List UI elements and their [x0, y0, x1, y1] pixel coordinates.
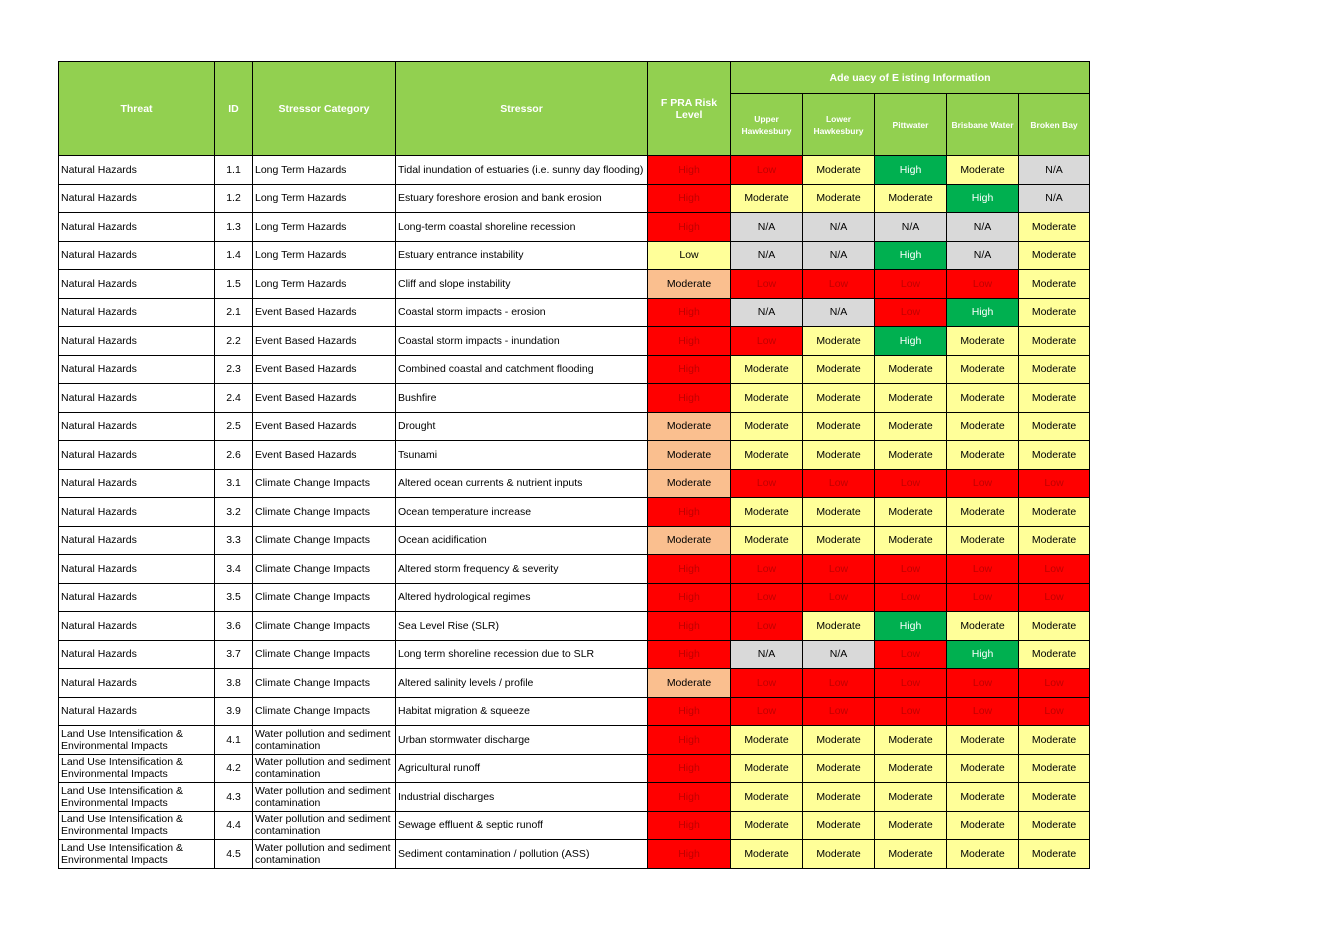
info-adequacy-cell: Low: [1019, 555, 1090, 584]
header-region: Upper Hawkesbury: [731, 94, 803, 156]
risk-level-cell: High: [648, 840, 731, 869]
info-adequacy-cell: High: [947, 640, 1019, 669]
info-adequacy-cell: Moderate: [1019, 270, 1090, 299]
info-adequacy-cell: N/A: [731, 241, 803, 270]
category-cell: Water pollution and sediment contamination: [253, 840, 396, 869]
id-cell: 2.3: [215, 355, 253, 384]
risk-level-cell: High: [648, 640, 731, 669]
category-cell: Climate Change Impacts: [253, 612, 396, 641]
stressor-cell: Sewage effluent & septic runoff: [396, 811, 648, 840]
category-cell: Water pollution and sediment contamination: [253, 754, 396, 783]
threat-cell: Natural Hazards: [59, 384, 215, 413]
stressor-cell: Altered storm frequency & severity: [396, 555, 648, 584]
threat-cell: Natural Hazards: [59, 441, 215, 470]
risk-level-cell: High: [648, 555, 731, 584]
info-adequacy-cell: Moderate: [731, 355, 803, 384]
info-adequacy-cell: N/A: [803, 640, 875, 669]
category-cell: Event Based Hazards: [253, 441, 396, 470]
table-row: [59, 213, 1090, 242]
table-row: [59, 612, 1090, 641]
category-cell: Long Term Hazards: [253, 213, 396, 242]
info-adequacy-cell: N/A: [1019, 156, 1090, 185]
threat-cell: Natural Hazards: [59, 241, 215, 270]
table-row: [59, 298, 1090, 327]
info-adequacy-cell: Low: [731, 270, 803, 299]
info-adequacy-cell: Moderate: [1019, 754, 1090, 783]
info-adequacy-cell: Moderate: [875, 412, 947, 441]
info-adequacy-cell: Moderate: [1019, 640, 1090, 669]
info-adequacy-cell: Moderate: [947, 811, 1019, 840]
category-cell: Long Term Hazards: [253, 241, 396, 270]
info-adequacy-cell: Low: [875, 555, 947, 584]
info-adequacy-cell: Moderate: [875, 526, 947, 555]
info-adequacy-cell: Low: [731, 156, 803, 185]
risk-level-cell: High: [648, 384, 731, 413]
stressor-cell: Long term shoreline recession due to SLR: [396, 640, 648, 669]
header-id: ID: [215, 62, 253, 156]
table-row: [59, 355, 1090, 384]
info-adequacy-cell: Moderate: [875, 811, 947, 840]
threat-cell: Natural Hazards: [59, 555, 215, 584]
info-adequacy-cell: Moderate: [875, 355, 947, 384]
info-adequacy-cell: Moderate: [875, 441, 947, 470]
threat-cell: Natural Hazards: [59, 669, 215, 698]
info-adequacy-cell: Moderate: [803, 840, 875, 869]
info-adequacy-cell: Moderate: [947, 526, 1019, 555]
category-cell: Event Based Hazards: [253, 355, 396, 384]
risk-level-cell: High: [648, 783, 731, 812]
info-adequacy-cell: Low: [875, 697, 947, 726]
info-adequacy-cell: Moderate: [947, 156, 1019, 185]
table-row: [59, 726, 1090, 755]
info-adequacy-cell: Moderate: [1019, 612, 1090, 641]
info-adequacy-cell: Moderate: [731, 412, 803, 441]
id-cell: 3.4: [215, 555, 253, 584]
info-adequacy-cell: N/A: [875, 213, 947, 242]
category-cell: Climate Change Impacts: [253, 697, 396, 726]
info-adequacy-cell: Moderate: [947, 412, 1019, 441]
stressor-cell: Drought: [396, 412, 648, 441]
category-cell: Climate Change Impacts: [253, 669, 396, 698]
table-row: [59, 526, 1090, 555]
stressor-cell: Coastal storm impacts - inundation: [396, 327, 648, 356]
table-row: [59, 270, 1090, 299]
threat-cell: Natural Hazards: [59, 498, 215, 527]
stressor-cell: Urban stormwater discharge: [396, 726, 648, 755]
info-adequacy-cell: Moderate: [875, 754, 947, 783]
info-adequacy-cell: Moderate: [731, 726, 803, 755]
threat-cell: Natural Hazards: [59, 213, 215, 242]
threat-cell: Natural Hazards: [59, 270, 215, 299]
info-adequacy-cell: N/A: [947, 213, 1019, 242]
threat-cell: Natural Hazards: [59, 697, 215, 726]
header-category: Stressor Category: [253, 62, 396, 156]
stressor-cell: Estuary entrance instability: [396, 241, 648, 270]
risk-level-cell: High: [648, 298, 731, 327]
category-cell: Long Term Hazards: [253, 184, 396, 213]
table-row: [59, 669, 1090, 698]
id-cell: 3.8: [215, 669, 253, 698]
info-adequacy-cell: Moderate: [1019, 498, 1090, 527]
table-row: [59, 156, 1090, 185]
risk-level-cell: Moderate: [648, 526, 731, 555]
category-cell: Climate Change Impacts: [253, 526, 396, 555]
id-cell: 4.3: [215, 783, 253, 812]
threat-cell: Natural Hazards: [59, 156, 215, 185]
table-header: [59, 62, 1090, 156]
table-row: [59, 555, 1090, 584]
id-cell: 3.3: [215, 526, 253, 555]
info-adequacy-cell: Moderate: [947, 327, 1019, 356]
risk-level-cell: High: [648, 498, 731, 527]
category-cell: Event Based Hazards: [253, 412, 396, 441]
risk-level-cell: High: [648, 583, 731, 612]
stressor-cell: Cliff and slope instability: [396, 270, 648, 299]
table-row: [59, 241, 1090, 270]
info-adequacy-cell: Low: [947, 669, 1019, 698]
risk-level-cell: Moderate: [648, 270, 731, 299]
table-row: [59, 640, 1090, 669]
table-row: [59, 811, 1090, 840]
threat-cell: Land Use Intensification & Environmental Impacts: [59, 783, 215, 812]
info-adequacy-cell: Low: [947, 555, 1019, 584]
category-cell: Climate Change Impacts: [253, 583, 396, 612]
id-cell: 3.7: [215, 640, 253, 669]
table-body: [59, 156, 1090, 869]
info-adequacy-cell: Moderate: [803, 811, 875, 840]
risk-level-cell: Moderate: [648, 469, 731, 498]
table-row: [59, 840, 1090, 869]
stressor-cell: Bushfire: [396, 384, 648, 413]
info-adequacy-cell: N/A: [803, 298, 875, 327]
table-row: [59, 783, 1090, 812]
id-cell: 2.5: [215, 412, 253, 441]
id-cell: 2.1: [215, 298, 253, 327]
category-cell: Water pollution and sediment contamination: [253, 783, 396, 812]
risk-level-cell: Low: [648, 241, 731, 270]
risk-level-cell: Moderate: [648, 441, 731, 470]
threat-cell: Land Use Intensification & Environmental Impacts: [59, 726, 215, 755]
info-adequacy-cell: Moderate: [1019, 412, 1090, 441]
category-cell: Event Based Hazards: [253, 298, 396, 327]
info-adequacy-cell: Moderate: [1019, 840, 1090, 869]
category-cell: Long Term Hazards: [253, 156, 396, 185]
info-adequacy-cell: Moderate: [947, 726, 1019, 755]
info-adequacy-cell: Moderate: [875, 184, 947, 213]
info-adequacy-cell: Moderate: [947, 840, 1019, 869]
info-adequacy-cell: Moderate: [947, 498, 1019, 527]
info-adequacy-cell: Moderate: [947, 754, 1019, 783]
info-adequacy-cell: Low: [731, 697, 803, 726]
id-cell: 4.2: [215, 754, 253, 783]
info-adequacy-cell: N/A: [731, 213, 803, 242]
info-adequacy-cell: Moderate: [731, 840, 803, 869]
info-adequacy-cell: Moderate: [803, 327, 875, 356]
info-adequacy-cell: Moderate: [947, 612, 1019, 641]
id-cell: 1.2: [215, 184, 253, 213]
info-adequacy-cell: Low: [1019, 697, 1090, 726]
info-adequacy-cell: Moderate: [803, 184, 875, 213]
info-adequacy-cell: Moderate: [875, 384, 947, 413]
info-adequacy-cell: N/A: [1019, 184, 1090, 213]
info-adequacy-cell: N/A: [803, 241, 875, 270]
info-adequacy-cell: Low: [731, 583, 803, 612]
header-region: Brisbane Water: [947, 94, 1019, 156]
info-adequacy-cell: Moderate: [731, 384, 803, 413]
stressor-cell: Tsunami: [396, 441, 648, 470]
info-adequacy-cell: Moderate: [731, 184, 803, 213]
category-cell: Climate Change Impacts: [253, 469, 396, 498]
id-cell: 3.1: [215, 469, 253, 498]
risk-level-cell: High: [648, 184, 731, 213]
stressor-cell: Ocean acidification: [396, 526, 648, 555]
category-cell: Water pollution and sediment contamination: [253, 726, 396, 755]
info-adequacy-cell: Moderate: [947, 783, 1019, 812]
threat-cell: Natural Hazards: [59, 184, 215, 213]
info-adequacy-cell: Low: [1019, 669, 1090, 698]
info-adequacy-cell: Low: [947, 583, 1019, 612]
id-cell: 1.1: [215, 156, 253, 185]
info-adequacy-cell: Low: [803, 583, 875, 612]
info-adequacy-cell: Low: [947, 697, 1019, 726]
info-adequacy-cell: Moderate: [1019, 213, 1090, 242]
info-adequacy-cell: High: [947, 184, 1019, 213]
header-threat: Threat: [59, 62, 215, 156]
info-adequacy-cell: Low: [875, 298, 947, 327]
table-row: [59, 754, 1090, 783]
header-region: Pittwater: [875, 94, 947, 156]
info-adequacy-cell: Low: [731, 469, 803, 498]
info-adequacy-cell: Moderate: [947, 355, 1019, 384]
info-adequacy-cell: Moderate: [731, 783, 803, 812]
table-row: [59, 441, 1090, 470]
table-row: [59, 697, 1090, 726]
info-adequacy-cell: Moderate: [1019, 327, 1090, 356]
threat-cell: Natural Hazards: [59, 526, 215, 555]
stressor-cell: Industrial discharges: [396, 783, 648, 812]
risk-level-cell: High: [648, 697, 731, 726]
id-cell: 3.5: [215, 583, 253, 612]
category-cell: Climate Change Impacts: [253, 498, 396, 527]
stressor-cell: Combined coastal and catchment flooding: [396, 355, 648, 384]
threat-cell: Natural Hazards: [59, 355, 215, 384]
info-adequacy-cell: Low: [731, 669, 803, 698]
id-cell: 1.3: [215, 213, 253, 242]
info-adequacy-cell: Moderate: [1019, 811, 1090, 840]
id-cell: 2.6: [215, 441, 253, 470]
threat-cell: Natural Hazards: [59, 640, 215, 669]
id-cell: 3.9: [215, 697, 253, 726]
id-cell: 4.4: [215, 811, 253, 840]
info-adequacy-cell: High: [875, 327, 947, 356]
info-adequacy-cell: Moderate: [875, 783, 947, 812]
info-adequacy-cell: Moderate: [1019, 355, 1090, 384]
info-adequacy-cell: Low: [731, 612, 803, 641]
info-adequacy-cell: Low: [875, 640, 947, 669]
info-adequacy-cell: Low: [875, 469, 947, 498]
info-adequacy-cell: Moderate: [803, 783, 875, 812]
info-adequacy-cell: Moderate: [1019, 783, 1090, 812]
info-adequacy-cell: Moderate: [803, 726, 875, 755]
info-adequacy-cell: High: [875, 241, 947, 270]
info-adequacy-cell: Low: [803, 697, 875, 726]
table-row: [59, 327, 1090, 356]
threat-cell: Land Use Intensification & Environmental Impacts: [59, 811, 215, 840]
info-adequacy-cell: Low: [731, 555, 803, 584]
info-adequacy-cell: Moderate: [1019, 726, 1090, 755]
info-adequacy-cell: Moderate: [803, 156, 875, 185]
info-adequacy-cell: Moderate: [1019, 298, 1090, 327]
info-adequacy-cell: Moderate: [731, 526, 803, 555]
id-cell: 4.5: [215, 840, 253, 869]
info-adequacy-cell: Low: [731, 327, 803, 356]
threat-cell: Land Use Intensification & Environmental Impacts: [59, 754, 215, 783]
id-cell: 1.4: [215, 241, 253, 270]
info-adequacy-cell: Moderate: [803, 441, 875, 470]
threat-cell: Natural Hazards: [59, 612, 215, 641]
stressor-cell: Coastal storm impacts - erosion: [396, 298, 648, 327]
threat-cell: Natural Hazards: [59, 327, 215, 356]
id-cell: 3.2: [215, 498, 253, 527]
info-adequacy-cell: Moderate: [875, 726, 947, 755]
info-adequacy-cell: Moderate: [875, 498, 947, 527]
info-adequacy-cell: Low: [803, 270, 875, 299]
info-adequacy-cell: Moderate: [947, 384, 1019, 413]
stressor-cell: Agricultural runoff: [396, 754, 648, 783]
stressor-cell: Habitat migration & squeeze: [396, 697, 648, 726]
info-adequacy-cell: Moderate: [731, 754, 803, 783]
table-row: [59, 583, 1090, 612]
category-cell: Climate Change Impacts: [253, 555, 396, 584]
info-adequacy-cell: Low: [947, 270, 1019, 299]
threat-cell: Land Use Intensification & Environmental Impacts: [59, 840, 215, 869]
info-adequacy-cell: Low: [875, 669, 947, 698]
info-adequacy-cell: N/A: [731, 640, 803, 669]
id-cell: 2.4: [215, 384, 253, 413]
risk-level-cell: High: [648, 213, 731, 242]
stressor-cell: Ocean temperature increase: [396, 498, 648, 527]
info-adequacy-cell: Moderate: [731, 441, 803, 470]
stressor-cell: Long-term coastal shoreline recession: [396, 213, 648, 242]
info-adequacy-cell: High: [875, 156, 947, 185]
table-row: [59, 498, 1090, 527]
threat-cell: Natural Hazards: [59, 583, 215, 612]
risk-level-cell: High: [648, 327, 731, 356]
table-row: [59, 184, 1090, 213]
info-adequacy-cell: Low: [947, 469, 1019, 498]
info-adequacy-cell: Moderate: [803, 612, 875, 641]
info-adequacy-cell: N/A: [947, 241, 1019, 270]
info-adequacy-cell: Moderate: [1019, 441, 1090, 470]
header-risk-level: F PRA Risk Level: [648, 62, 731, 156]
risk-level-cell: High: [648, 726, 731, 755]
info-adequacy-cell: N/A: [731, 298, 803, 327]
header-adequacy-title: Ade uacy of E isting Information: [731, 62, 1090, 94]
table-row: [59, 412, 1090, 441]
stressor-cell: Tidal inundation of estuaries (i.e. sunny day flooding): [396, 156, 648, 185]
risk-level-cell: High: [648, 355, 731, 384]
info-adequacy-cell: Low: [1019, 469, 1090, 498]
risk-level-cell: High: [648, 754, 731, 783]
header-region: Broken Bay: [1019, 94, 1090, 156]
info-adequacy-cell: Moderate: [803, 754, 875, 783]
info-adequacy-cell: Moderate: [1019, 241, 1090, 270]
category-cell: Climate Change Impacts: [253, 640, 396, 669]
category-cell: Long Term Hazards: [253, 270, 396, 299]
info-adequacy-cell: Moderate: [803, 355, 875, 384]
info-adequacy-cell: High: [875, 612, 947, 641]
table-row: [59, 469, 1090, 498]
info-adequacy-cell: Low: [803, 469, 875, 498]
info-adequacy-cell: Moderate: [803, 412, 875, 441]
threat-cell: Natural Hazards: [59, 412, 215, 441]
stressor-cell: Estuary foreshore erosion and bank erosion: [396, 184, 648, 213]
info-adequacy-cell: Low: [875, 583, 947, 612]
info-adequacy-cell: Low: [875, 270, 947, 299]
info-adequacy-cell: Low: [803, 669, 875, 698]
id-cell: 4.1: [215, 726, 253, 755]
stressor-cell: Altered hydrological regimes: [396, 583, 648, 612]
stressor-cell: Altered ocean currents & nutrient inputs: [396, 469, 648, 498]
stressor-cell: Sea Level Rise (SLR): [396, 612, 648, 641]
info-adequacy-cell: Low: [1019, 583, 1090, 612]
risk-level-cell: Moderate: [648, 669, 731, 698]
info-adequacy-cell: Moderate: [947, 441, 1019, 470]
id-cell: 2.2: [215, 327, 253, 356]
category-cell: Water pollution and sediment contamination: [253, 811, 396, 840]
info-adequacy-cell: Moderate: [875, 840, 947, 869]
risk-level-cell: Moderate: [648, 412, 731, 441]
header-stressor: Stressor: [396, 62, 648, 156]
id-cell: 3.6: [215, 612, 253, 641]
info-adequacy-cell: High: [947, 298, 1019, 327]
info-adequacy-cell: Moderate: [803, 384, 875, 413]
risk-assessment-table: [58, 61, 1090, 869]
info-adequacy-cell: Moderate: [803, 526, 875, 555]
header-region: Lower Hawkesbury: [803, 94, 875, 156]
risk-level-cell: High: [648, 612, 731, 641]
info-adequacy-cell: Moderate: [731, 811, 803, 840]
info-adequacy-cell: N/A: [803, 213, 875, 242]
info-adequacy-cell: Low: [803, 555, 875, 584]
category-cell: Event Based Hazards: [253, 384, 396, 413]
info-adequacy-cell: Moderate: [1019, 526, 1090, 555]
info-adequacy-cell: Moderate: [731, 498, 803, 527]
threat-cell: Natural Hazards: [59, 469, 215, 498]
info-adequacy-cell: Moderate: [1019, 384, 1090, 413]
stressor-cell: Sediment contamination / pollution (ASS): [396, 840, 648, 869]
threat-cell: Natural Hazards: [59, 298, 215, 327]
risk-level-cell: High: [648, 156, 731, 185]
risk-level-cell: High: [648, 811, 731, 840]
category-cell: Event Based Hazards: [253, 327, 396, 356]
id-cell: 1.5: [215, 270, 253, 299]
stressor-cell: Altered salinity levels / profile: [396, 669, 648, 698]
table-row: [59, 384, 1090, 413]
info-adequacy-cell: Moderate: [803, 498, 875, 527]
